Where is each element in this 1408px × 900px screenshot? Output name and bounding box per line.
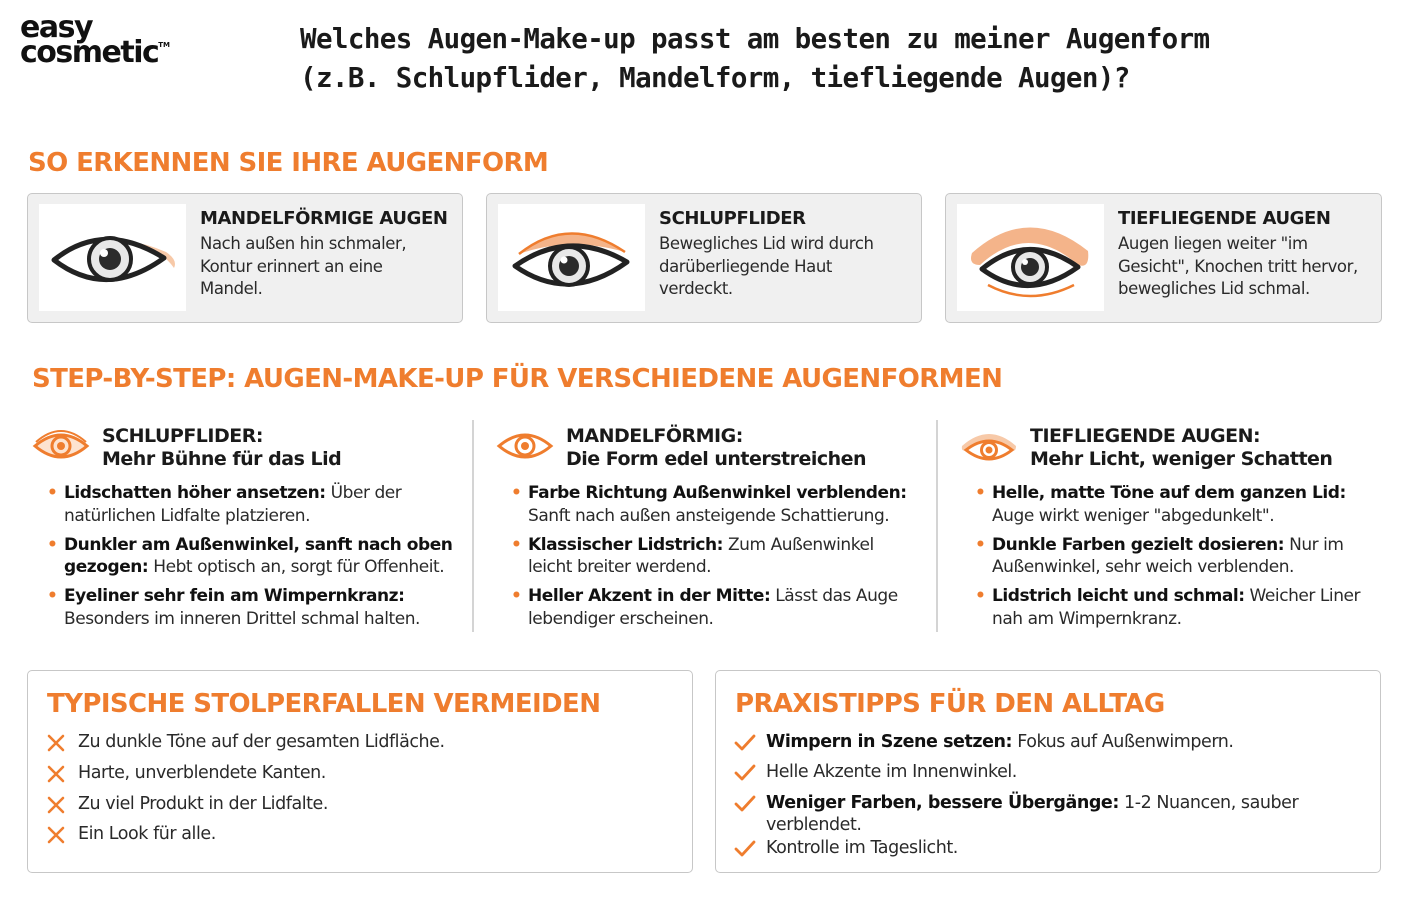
column-heading: MANDELFÖRMIG: [566,425,743,447]
bullet: • [511,483,522,503]
steps-list [496,482,932,630]
checkmark-icon [734,763,756,790]
column-header [960,422,1396,476]
list-item [46,823,672,846]
card-description [200,233,454,301]
eye-shape-card-almond [27,193,463,323]
item-bold: Dunkler am Außenwinkel, sanft nach oben [64,534,453,555]
item-text: Zu dunkle Töne auf der gesamten Lidfläche. [78,732,445,752]
column-header [32,422,468,476]
item-text: 1-2 Nuancen, sauber [1118,792,1299,813]
x-mark-icon [46,733,66,760]
item-text: verblendet. [766,815,862,836]
brand-logo [20,10,171,70]
steps-list [32,482,468,630]
checkmark-icon [734,794,756,821]
item-text: Harte, unverblendete Kanten. [78,762,326,783]
item-bold: Dunkle Farben gezielt dosieren: [992,534,1285,555]
eye-shape-card-hooded [486,193,922,323]
item-text: Weicher Liner [1244,586,1361,606]
desc-line: verdeckt. [659,279,733,298]
desc-line: Gesicht", Knochen tritt hervor, [1118,256,1358,276]
list-item [32,585,468,630]
steps-column-deep-set [960,422,1396,637]
bullet: • [511,586,522,606]
item-text: Hebt optisch an, sorgt für Offenheit. [148,557,445,577]
list-item [734,761,1360,784]
steps-list [960,482,1396,630]
card-title: SCHLUPFLIDER [659,208,806,229]
list-item [734,837,1360,860]
column-divider [472,420,474,632]
desc-line: Nach außen hin schmaler, [200,234,407,253]
list-item [46,731,672,754]
item-text: nah am Wimpernkranz. [992,608,1182,629]
card-title: MANDELFÖRMIGE AUGEN [200,208,448,229]
item-bold: Weniger Farben, bessere Übergänge: [766,792,1119,813]
card-description [659,233,913,301]
pitfalls-list [46,731,672,854]
column-heading: TIEFLIEGENDE AUGEN: [1030,425,1261,447]
list-item [496,585,932,630]
hooded-eye-icon [498,204,645,311]
eye-shape-card-deep-set [945,193,1382,323]
list-item [32,534,468,579]
item-text: leicht breiter werdend. [528,557,712,577]
x-mark-icon [46,764,66,791]
list-item [734,792,1360,837]
list-item [496,482,932,527]
column-subheading: Die Form edel unterstreichen [566,448,867,470]
list-item [46,793,672,816]
logo-line-2 [20,34,171,70]
desc-line: bewegliches Lid schmal. [1118,279,1310,298]
orange-eye-icon [960,428,1018,472]
logo-line-1: easy [20,10,93,45]
pitfalls-title: TYPISCHE STOLPERFALLEN VERMEIDEN [47,689,601,719]
item-text: Lässt das Auge [770,586,898,606]
item-text: Auge wirkt weniger "abgedunkelt". [992,505,1275,526]
logo-word: cosmetic [20,34,159,70]
column-subheading: Mehr Licht, weniger Schatten [1030,448,1333,470]
eye-shape-section-title: SO ERKENNEN SIE IHRE AUGENFORM [28,148,549,178]
checkmark-icon [734,733,756,760]
card-title: TIEFLIEGENDE AUGEN [1118,208,1331,229]
list-item [734,731,1360,754]
item-text: Über der [325,483,402,503]
tips-list [734,731,1360,867]
x-mark-icon [46,795,66,822]
item-bold: Wimpern in Szene setzen: [766,732,1013,752]
item-bold: gezogen: [64,557,149,577]
item-bold: Lidschatten höher ansetzen: [64,483,326,503]
logo-trademark: TM [158,40,171,49]
page-title-line-1: Welches Augen-Make-up passt am besten zu meiner Augenform [300,23,1210,55]
bullet: • [511,534,522,555]
page-title-line-2: (z.B. Schlupflider, Mandelform, tiefliegende Augen)? [300,62,1130,94]
orange-eye-icon [32,428,90,468]
card-description [1118,233,1373,301]
step-by-step-section-title: STEP-BY-STEP: AUGEN-MAKE-UP FÜR VERSCHIEDENE AUGENFORMEN [32,364,1003,394]
bullet: • [975,534,986,555]
item-text: Ein Look für alle. [78,824,216,845]
column-heading: SCHLUPFLIDER: [102,425,263,447]
tips-title: PRAXISTIPPS FÜR DEN ALLTAG [735,689,1165,719]
desc-line: Kontur erinnert an eine [200,256,383,276]
item-text: Besonders im inneren Drittel schmal halten. [64,608,420,629]
item-text: Zu viel Produkt in der Lidfalte. [78,793,328,814]
page-title [300,20,1380,98]
steps-column-hooded [32,422,468,637]
x-mark-icon [46,825,66,852]
list-item [960,482,1396,527]
desc-line: Mandel. [200,279,263,298]
item-bold: Lidstrich leicht und schmal: [992,586,1245,606]
deep-set-eye-icon [957,204,1104,311]
item-bold: Farbe Richtung Außenwinkel verblenden: [528,483,907,503]
item-text: Zum Außenwinkel [723,534,874,555]
list-item [46,762,672,785]
list-item [960,585,1396,630]
desc-line: darüberliegende Haut [659,256,832,276]
bullet: • [975,483,986,503]
desc-line: Bewegliches Lid wird durch [659,234,874,253]
pitfalls-box [27,670,693,873]
item-text: Kontrolle im Tageslicht. [766,837,958,858]
bullet: • [47,586,58,606]
item-text: Nur im [1284,534,1344,555]
almond-eye-icon [39,204,186,311]
tips-box [715,670,1381,873]
item-bold: Helle, matte Töne auf dem ganzen Lid: [992,483,1346,503]
item-bold: Klassischer Lidstrich: [528,534,724,555]
item-bold: Heller Akzent in der Mitte: [528,586,771,606]
list-item [496,534,932,579]
orange-eye-icon [496,428,554,468]
item-text: Sanft nach außen ansteigende Schattierung. [528,505,890,526]
item-text: Außenwinkel, sehr weich verblenden. [992,557,1295,577]
desc-line: Augen liegen weiter "im [1118,234,1308,253]
column-header [496,422,932,476]
bullet: • [975,586,986,606]
item-text: natürlichen Lidfalte platzieren. [64,505,311,526]
column-subheading: Mehr Bühne für das Lid [102,448,342,470]
item-text: Helle Akzente im Innenwinkel. [766,762,1017,783]
list-item [32,482,468,527]
item-text: Fokus auf Außenwimpern. [1012,732,1234,752]
bullet: • [47,483,58,503]
steps-column-almond [496,422,932,637]
item-text: lebendiger erscheinen. [528,608,714,629]
list-item [960,534,1396,579]
checkmark-icon [734,839,756,866]
bullet: • [47,534,58,555]
column-divider [936,420,938,632]
item-bold: Eyeliner sehr fein am Wimpernkranz: [64,586,405,606]
